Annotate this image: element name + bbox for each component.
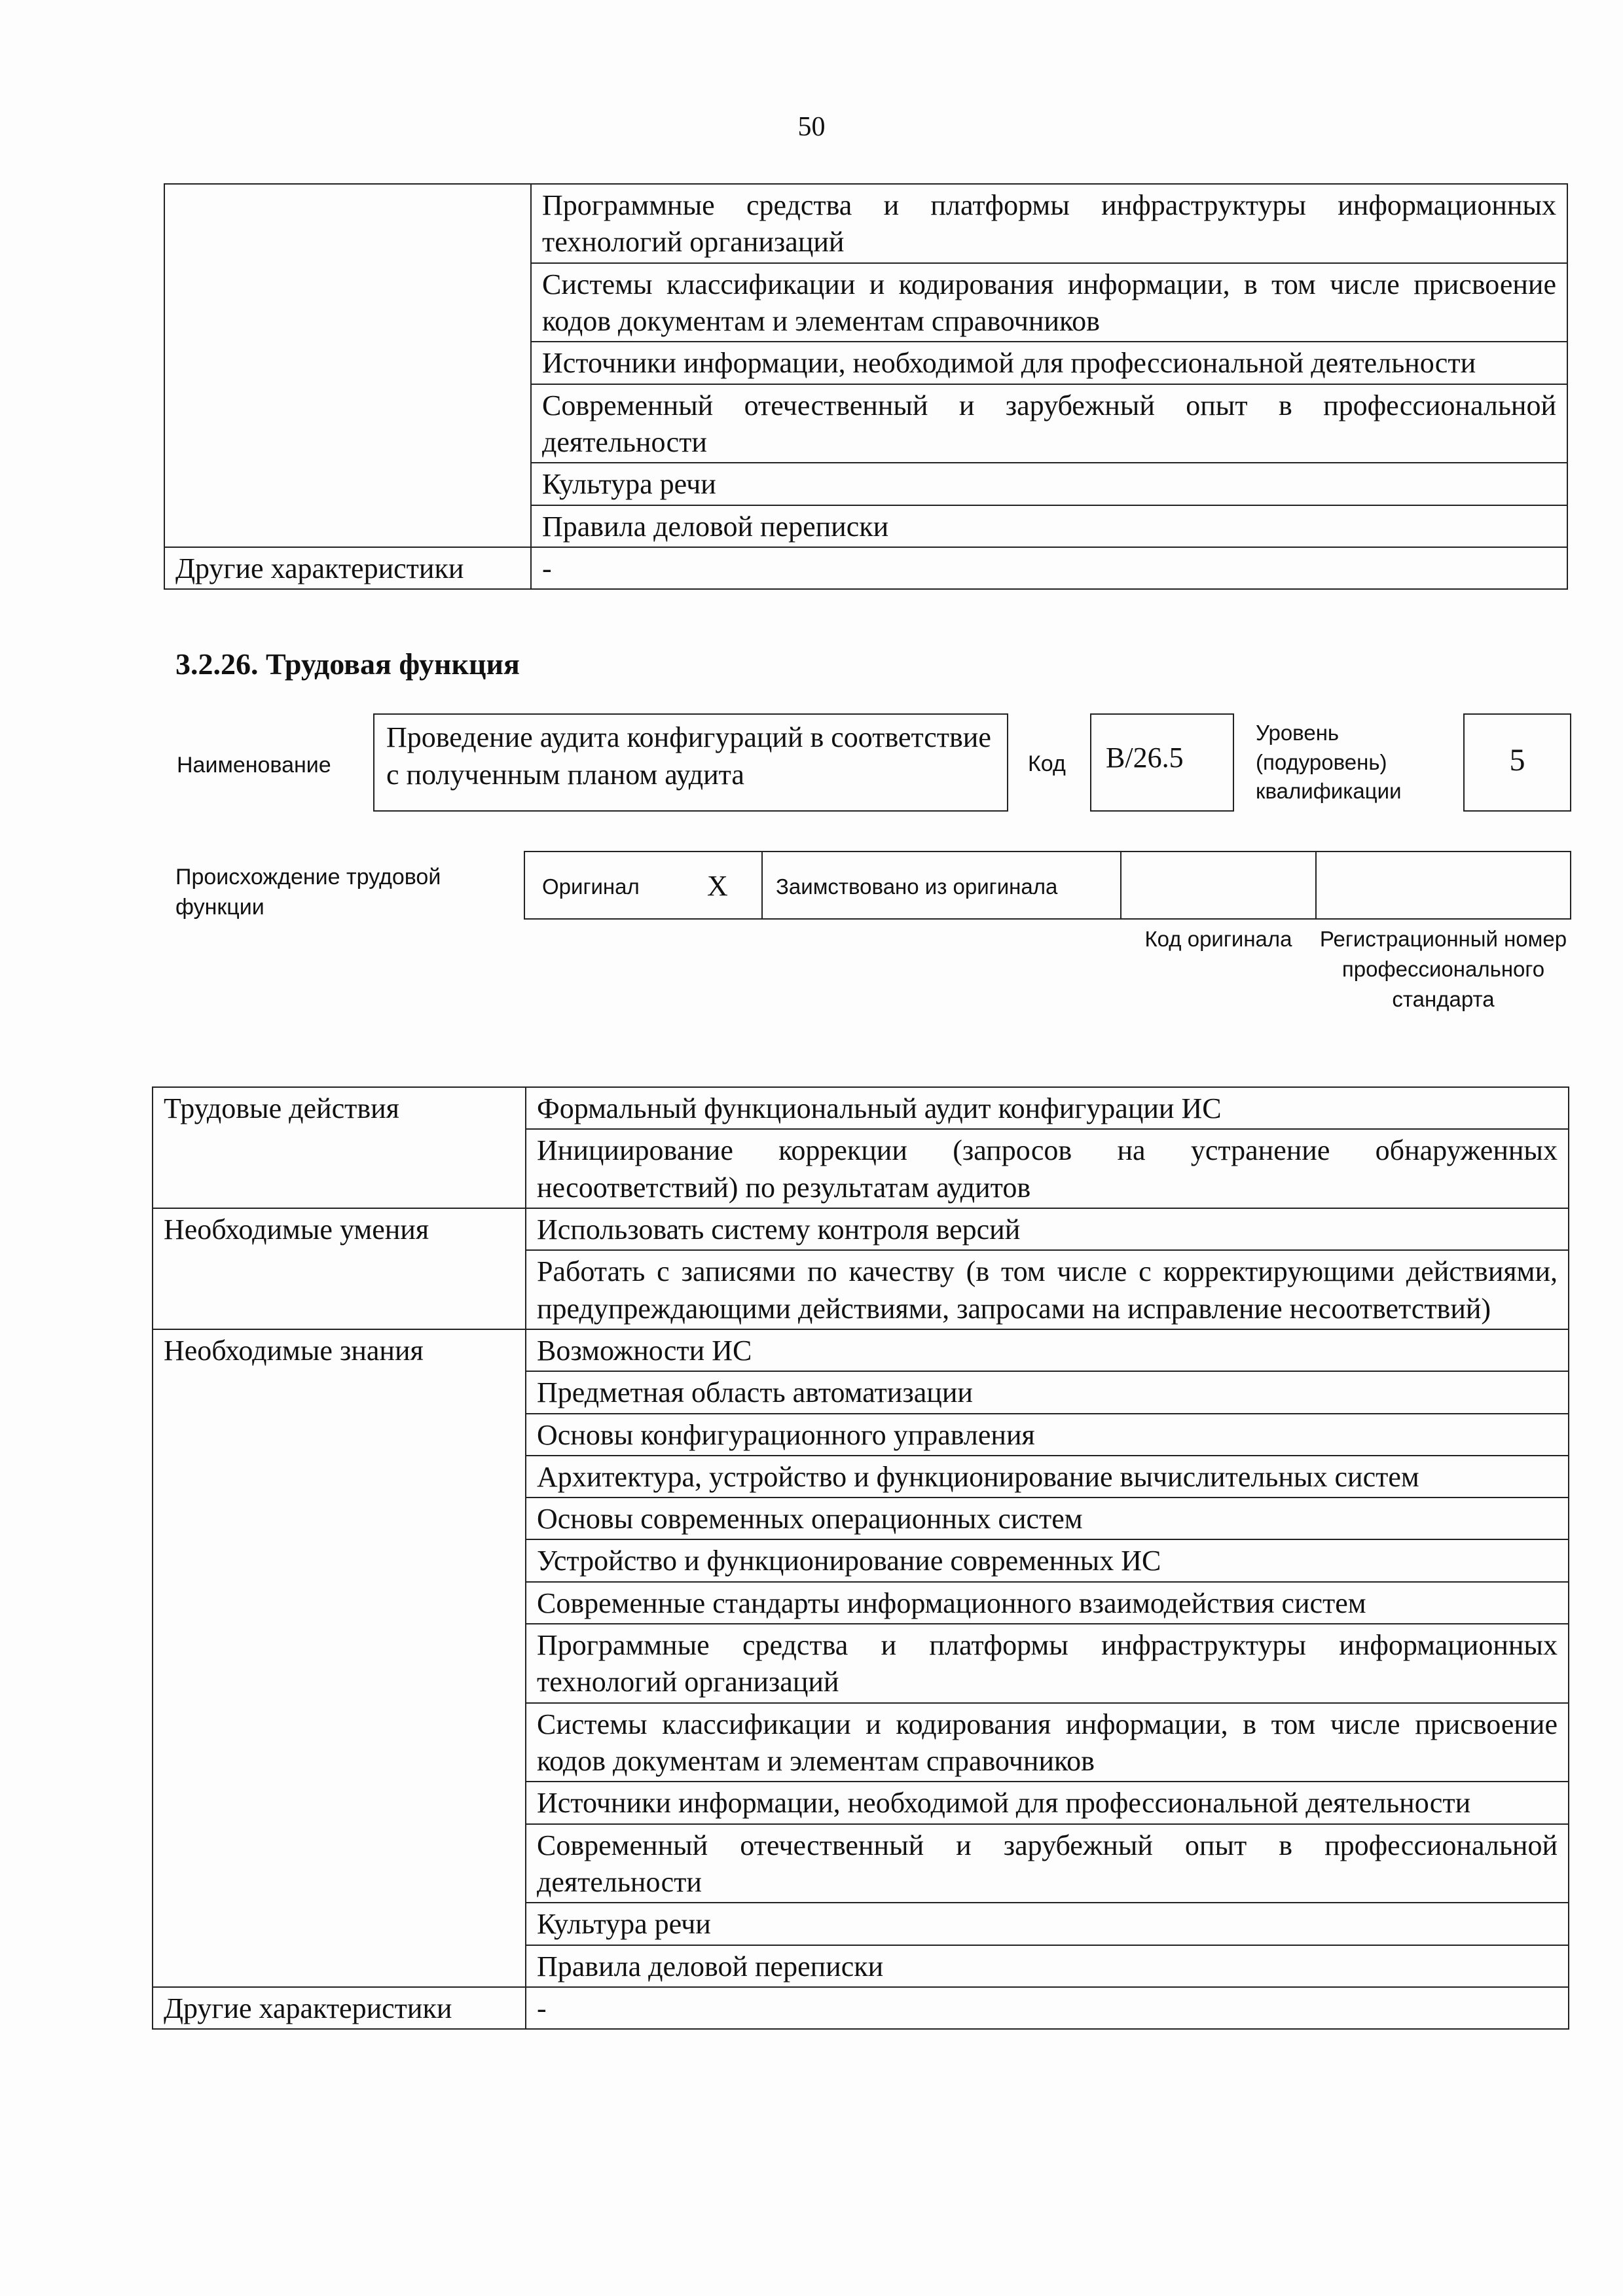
top-knowledge-table bbox=[164, 183, 1568, 590]
other-characteristics-label: Другие характеристики bbox=[164, 547, 531, 589]
knowledge-item: Правила деловой переписки bbox=[531, 505, 1567, 547]
required-knowledge-label: Необходимые знания bbox=[153, 1329, 526, 1987]
knowledge-item: Основы конфигурационного управления bbox=[526, 1414, 1569, 1456]
section-heading: 3.2.26. Трудовая функция bbox=[175, 647, 520, 681]
knowledge-item: Современные стандарты информационного взаимодействия систем bbox=[526, 1582, 1569, 1624]
level-value: 5 bbox=[1509, 743, 1525, 778]
code-value: B/26.5 bbox=[1106, 742, 1184, 774]
knowledge-item: Системы классификации и кодирования информации, в том числе присвоение кодов документам и элементам справочников bbox=[526, 1703, 1569, 1782]
registration-number-box bbox=[1315, 851, 1571, 920]
knowledge-item: Программные средства и платформы инфраструктуры информационных технологий организаций bbox=[526, 1624, 1569, 1703]
labor-action-item: Инициирование коррекции (запросов на устранение обнаруженных несоответствий) по результатам аудитов bbox=[526, 1129, 1569, 1208]
other-characteristics-label: Другие характеристики bbox=[153, 1987, 526, 2029]
other-characteristics-value: - bbox=[531, 547, 1567, 589]
origin-label: Происхождение трудовой функции bbox=[175, 865, 441, 920]
knowledge-item: Архитектура, устройство и функционирование вычислительных систем bbox=[526, 1456, 1569, 1498]
knowledge-item: Программные средства и платформы инфраструктуры информационных технологий организаций bbox=[531, 184, 1567, 263]
origin-code-caption: Код оригинала bbox=[1144, 927, 1292, 951]
code-label: Код bbox=[1028, 751, 1066, 776]
continuation-label-cell bbox=[164, 184, 531, 547]
knowledge-item: Источники информации, необходимой для профессиональной деятельности bbox=[526, 1782, 1569, 1823]
function-name-box bbox=[373, 713, 1008, 812]
knowledge-item: Системы классификации и кодирования информации, в том числе присвоение кодов документам и элементам справочников bbox=[531, 263, 1567, 342]
borrowed-label: Заимствовано из оригинала bbox=[776, 874, 1058, 899]
knowledge-item: Правила деловой переписки bbox=[526, 1945, 1569, 1987]
skill-item: Использовать систему контроля версий bbox=[526, 1208, 1569, 1250]
function-name-value: Проведение аудита конфигураций в соответствие с полученным планом аудита bbox=[386, 721, 991, 791]
original-label: Оригинал bbox=[542, 874, 640, 899]
labor-actions-label: Трудовые действия bbox=[153, 1087, 526, 1208]
skill-item: Работать с записями по качеству (в том числе с корректирующими действиями, предупреждающими действиями, запросами на исправление несоответствий) bbox=[526, 1250, 1569, 1329]
level-box bbox=[1463, 713, 1571, 812]
knowledge-item: Источники информации, необходимой для профессиональной деятельности bbox=[531, 342, 1567, 384]
original-mark: X bbox=[707, 870, 728, 902]
knowledge-item: Современный отечественный и зарубежный опыт в профессиональной деятельности bbox=[526, 1824, 1569, 1903]
knowledge-item: Предметная область автоматизации bbox=[526, 1371, 1569, 1413]
registration-number-caption: Регистрационный номер профессионального стандарта bbox=[1319, 927, 1567, 1012]
knowledge-item: Культура речи bbox=[531, 463, 1567, 505]
page-number: 50 bbox=[797, 112, 826, 142]
knowledge-item: Культура речи bbox=[526, 1903, 1569, 1945]
labor-function-table bbox=[152, 1086, 1569, 2030]
knowledge-item: Возможности ИС bbox=[526, 1329, 1569, 1371]
code-box bbox=[1090, 713, 1234, 812]
knowledge-item: Устройство и функционирование современных ИС bbox=[526, 1539, 1569, 1581]
knowledge-item: Основы современных операционных систем bbox=[526, 1498, 1569, 1539]
qualification-level-label: Уровень (подуровень) квалификации bbox=[1256, 721, 1402, 804]
borrowed-box bbox=[761, 851, 1122, 920]
origin-code-box bbox=[1120, 851, 1317, 920]
knowledge-item: Современный отечественный и зарубежный опыт в профессиональной деятельности bbox=[531, 384, 1567, 463]
name-label: Наименование bbox=[177, 753, 331, 778]
required-skills-label: Необходимые умения bbox=[153, 1208, 526, 1329]
original-box bbox=[524, 851, 763, 920]
labor-action-item: Формальный функциональный аудит конфигурации ИС bbox=[526, 1087, 1569, 1129]
other-characteristics-value: - bbox=[526, 1987, 1569, 2029]
